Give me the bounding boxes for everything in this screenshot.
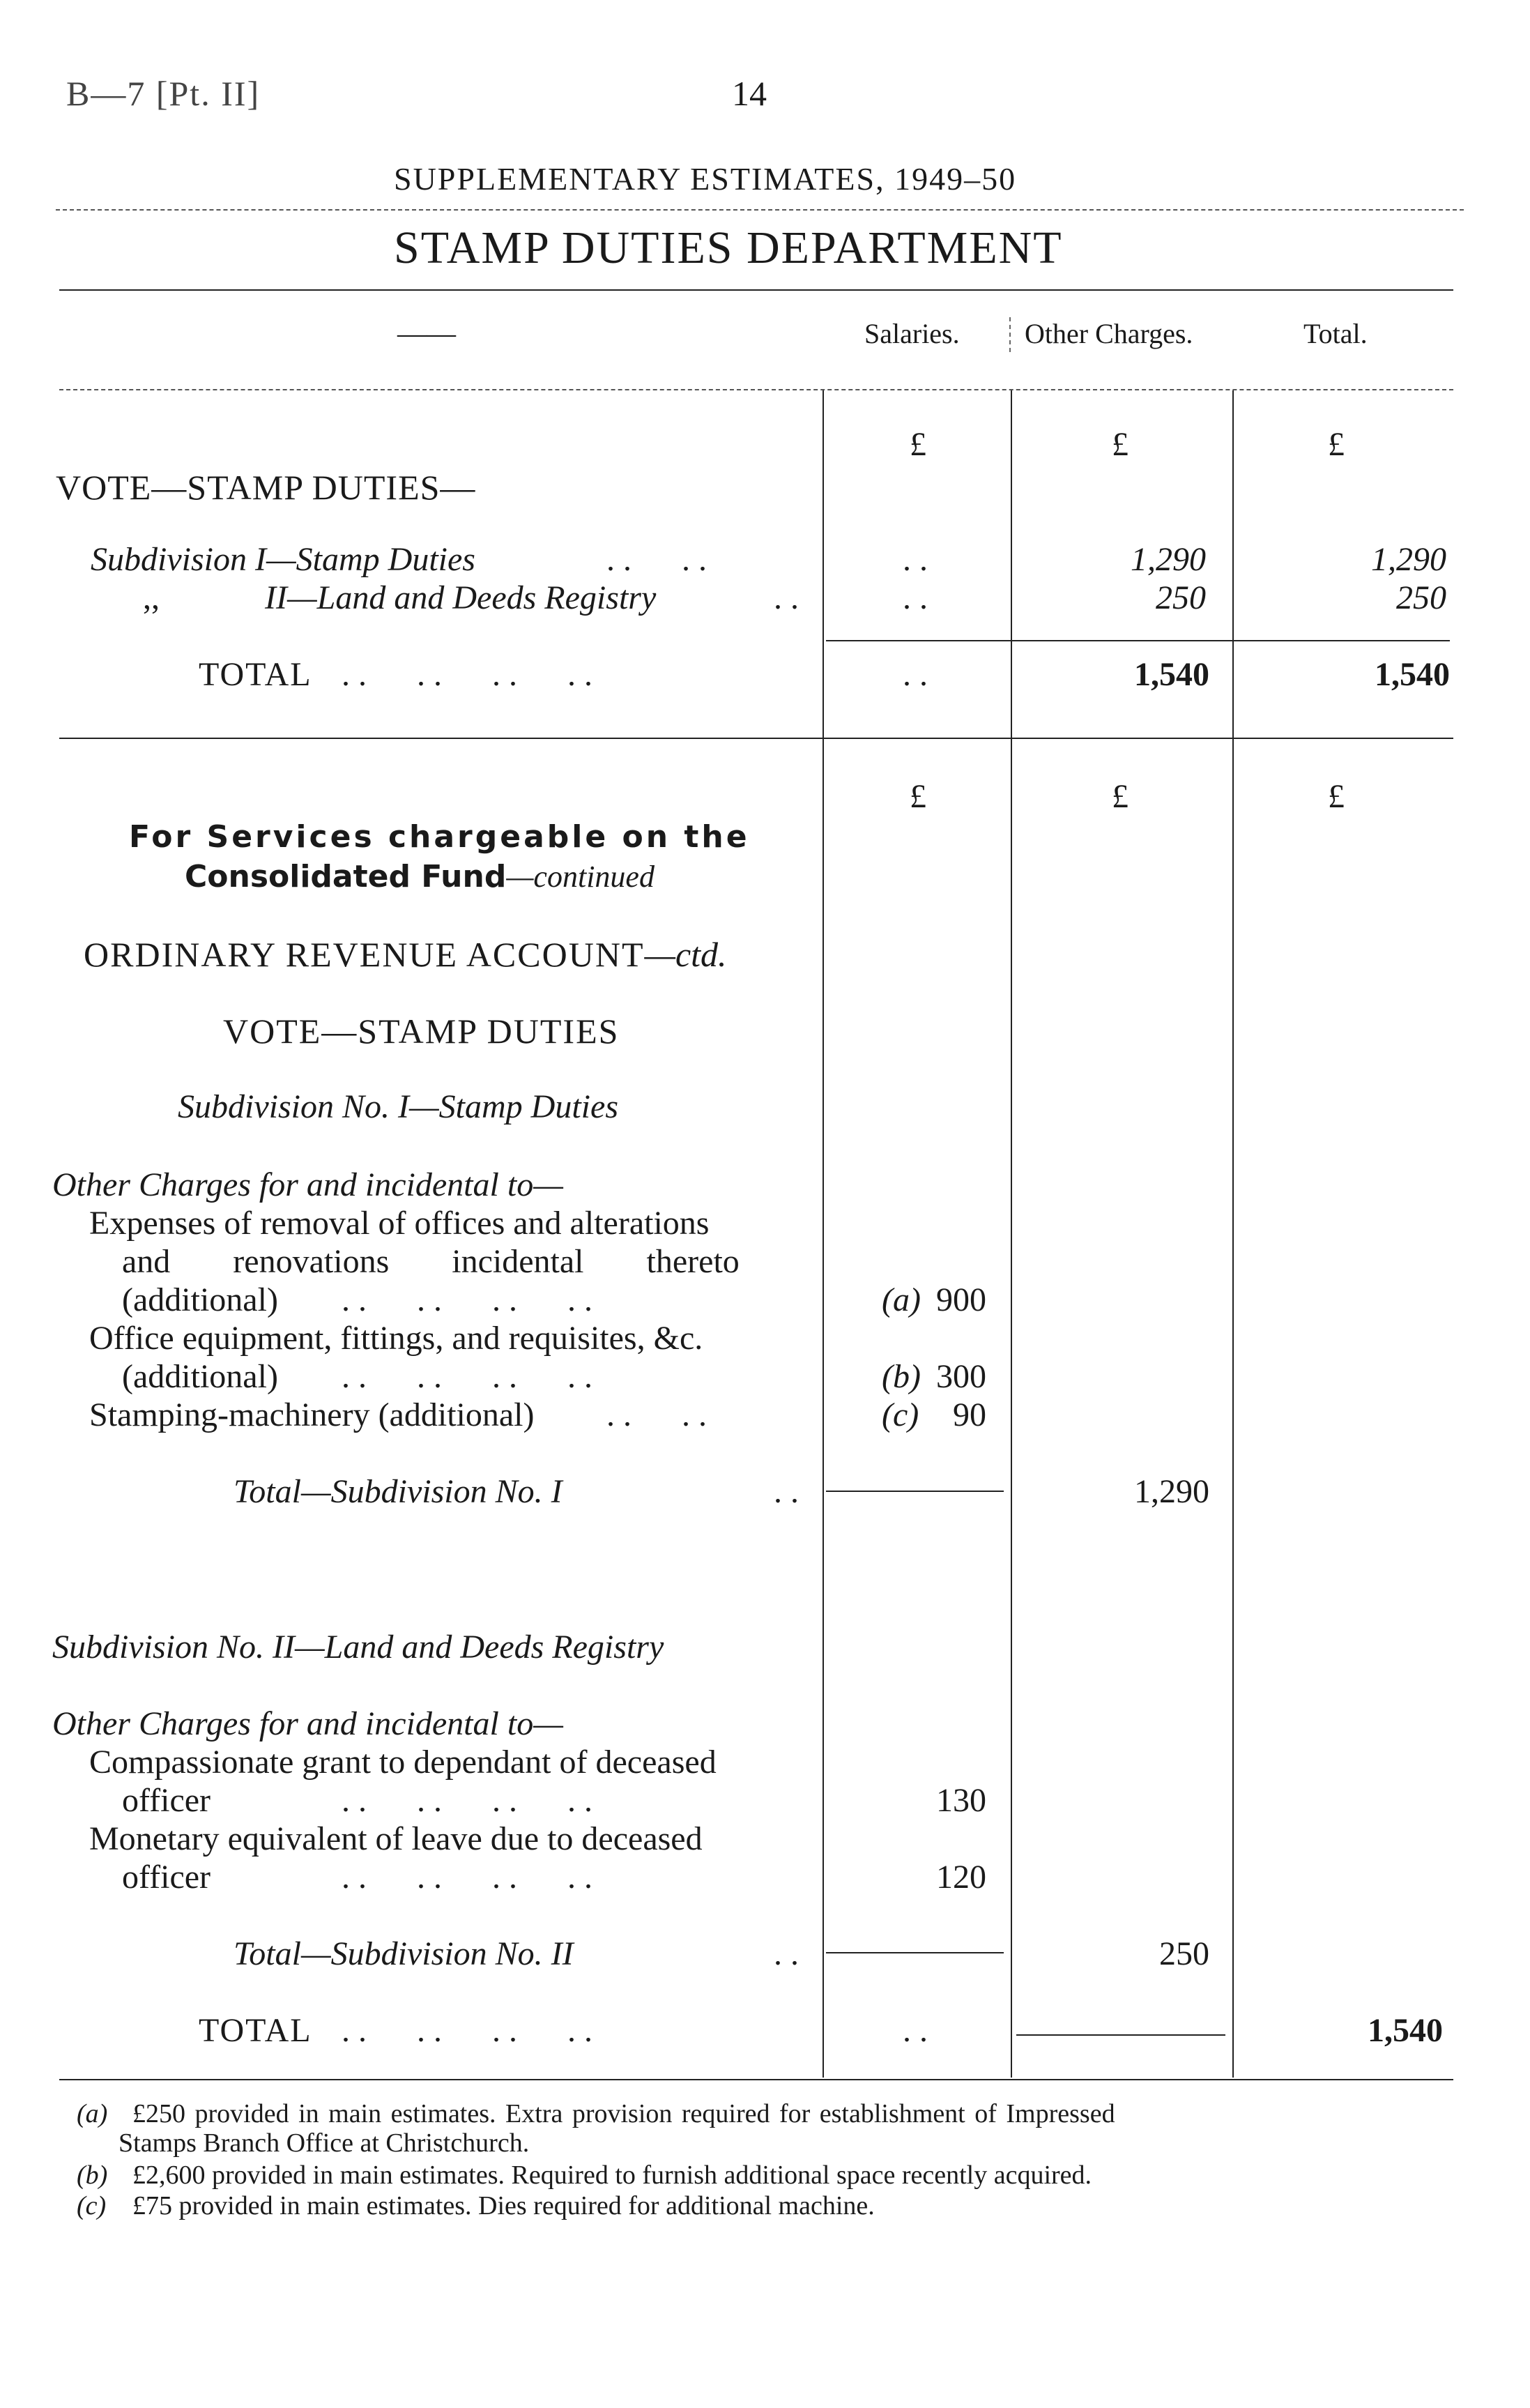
summary-row-1-dots: . . . . <box>606 541 707 578</box>
summary-row-2-salaries: . . <box>903 579 928 616</box>
detail-currency-salaries: £ <box>910 778 926 815</box>
sub1-item-1-line-3: (additional) <box>122 1281 278 1318</box>
services-heading-continued: —continued <box>506 860 655 894</box>
summary-row-2-prefix: ,, <box>143 579 160 616</box>
currency-other: £ <box>1112 426 1129 463</box>
sub1-intro: Other Charges for and incidental to— <box>52 1166 563 1203</box>
footnote-b-mark: (b) <box>77 2161 108 2190</box>
top-rule <box>59 289 1453 291</box>
grand-total-value: 1,540 <box>1368 2012 1443 2049</box>
sub2-heading: Subdivision No. II—Land and Deeds Registry <box>52 1629 664 1666</box>
sub2-item-1-dots: . . . . . . . . <box>342 1782 592 1819</box>
services-heading-line-2 <box>185 859 655 894</box>
detail-currency-other: £ <box>1112 778 1129 815</box>
sub1-item-2-line-2: (additional) <box>122 1358 278 1395</box>
sub2-total-label: Total—Subdivision No. II <box>234 1935 574 1972</box>
detail-vote-heading: VOTE—STAMP DUTIES <box>223 1012 620 1051</box>
footnote-a-mark: (a) <box>77 2099 108 2128</box>
sub1-item-2-line-1: Office equipment, fittings, and requisites, &c. <box>89 1320 703 1357</box>
sub1-total-value: 1,290 <box>1134 1473 1209 1510</box>
sub2-item-2-value: 120 <box>936 1859 986 1896</box>
currency-total: £ <box>1328 426 1345 463</box>
col-divider-2 <box>1011 390 1012 2078</box>
summary-row-1-total: 1,290 <box>1371 541 1446 578</box>
summary-total-other: 1,540 <box>1134 656 1209 693</box>
sub1-item-3-note: (c) <box>882 1396 919 1433</box>
footnote-c-mark: (c) <box>77 2191 107 2220</box>
summary-total-salaries: . . <box>903 656 928 693</box>
department-title: STAMP DUTIES DEPARTMENT <box>394 222 1063 273</box>
sub1-item-2-value: 300 <box>936 1358 986 1395</box>
sub1-item-3-line-1: Stamping-machinery (additional) <box>89 1396 535 1433</box>
sub1-item-2-dots: . . . . . . . . <box>342 1358 592 1395</box>
sub1-heading: Subdivision No. I—Stamp Duties <box>178 1088 618 1125</box>
summary-row-2-dots: . . <box>774 579 799 616</box>
grand-total-label: TOTAL <box>199 2012 312 2049</box>
sub1-total-dots: . . <box>774 1473 799 1510</box>
sub1-total-rule <box>826 1491 1004 1492</box>
services-heading-line-1: For Services chargeable on the <box>129 819 750 855</box>
account-heading-text: ORDINARY REVENUE ACCOUNT <box>84 935 645 974</box>
blank-column-heading: —— <box>397 318 456 350</box>
services-heading-fund: Consolidated Fund <box>185 859 507 894</box>
page-title: SUPPLEMENTARY ESTIMATES, 1949–50 <box>394 161 1017 197</box>
summary-total-dots: . . . . . . . . <box>342 656 592 693</box>
grand-total-dots: . . . . . . . . <box>342 2012 592 2049</box>
summary-total-label: TOTAL <box>199 656 312 693</box>
sub2-item-1-line-1: Compassionate grant to dependant of deceased <box>89 1744 717 1781</box>
sub2-item-2-line-2: officer <box>122 1859 211 1896</box>
sub1-item-3-value: 90 <box>953 1396 986 1433</box>
sub2-intro: Other Charges for and incidental to— <box>52 1705 563 1742</box>
summary-row-1-salaries: . . <box>903 541 928 578</box>
footnote-a-text-2: Stamps Branch Office at Christchurch. <box>118 2128 530 2158</box>
sub2-item-2-dots: . . . . . . . . <box>342 1859 592 1896</box>
heading-rule <box>59 389 1453 390</box>
sub2-item-1-line-2: officer <box>122 1782 211 1819</box>
sub2-item-2-line-1: Monetary equivalent of leave due to deceased <box>89 1820 703 1857</box>
currency-salaries: £ <box>910 426 926 463</box>
sub2-item-1-value: 130 <box>936 1782 986 1819</box>
sub1-item-1-line-2: and renovations incidental thereto <box>122 1243 740 1280</box>
account-heading-ctd: —ctd. <box>644 935 727 974</box>
footnote-b-text: £2,600 provided in main estimates. Required to furnish additional space recently acquired. <box>132 2161 1092 2190</box>
title-rule <box>56 209 1464 211</box>
salaries-heading: Salaries. <box>864 318 960 349</box>
summary-total-total: 1,540 <box>1375 656 1450 693</box>
table-bottom-rule <box>59 2079 1453 2080</box>
summary-row-2-total: 250 <box>1396 579 1446 616</box>
grand-total-other-rule <box>1016 2034 1225 2036</box>
sub1-item-1-line-1: Expenses of removal of offices and alterations <box>89 1205 710 1242</box>
summary-vote-heading: VOTE—STAMP DUTIES— <box>56 468 476 507</box>
sub1-item-1-note: (a) <box>882 1281 921 1318</box>
sub2-total-rule <box>826 1952 1004 1953</box>
sub1-item-3-dots: . . . . <box>606 1396 707 1433</box>
sub2-total-dots: . . <box>774 1935 799 1972</box>
heading-divider <box>1009 317 1011 352</box>
summary-row-1-label: Subdivision I—Stamp Duties <box>91 541 475 578</box>
page-number: 14 <box>732 74 767 113</box>
detail-currency-total: £ <box>1328 778 1345 815</box>
sub1-total-label: Total—Subdivision No. I <box>234 1473 563 1510</box>
other-charges-heading: Other Charges. <box>1025 318 1193 349</box>
col-divider-3 <box>1232 390 1234 2078</box>
page-reference: B—7 [Pt. II] <box>66 74 261 113</box>
col-divider-1 <box>823 390 824 2078</box>
summary-row-2-other: 250 <box>1156 579 1206 616</box>
summary-subtotal-rule <box>826 640 1450 641</box>
sub1-item-1-dots: . . . . . . . . <box>342 1281 592 1318</box>
sub1-item-1-value: 900 <box>936 1281 986 1318</box>
grand-total-salaries: . . <box>903 2012 928 2049</box>
footnote-a-text: £250 provided in main estimates. Extra provision required for establishment of Impressed <box>132 2099 1115 2128</box>
summary-row-2-label: II—Land and Deeds Registry <box>265 579 657 616</box>
footnote-c-text: £75 provided in main estimates. Dies required for additional machine. <box>132 2191 875 2220</box>
total-heading: Total. <box>1303 318 1368 349</box>
account-heading <box>84 934 727 975</box>
sub1-item-2-note: (b) <box>882 1358 921 1395</box>
summary-bottom-rule <box>59 738 1453 739</box>
sub2-total-value: 250 <box>1159 1935 1209 1972</box>
summary-row-1-other: 1,290 <box>1131 541 1206 578</box>
